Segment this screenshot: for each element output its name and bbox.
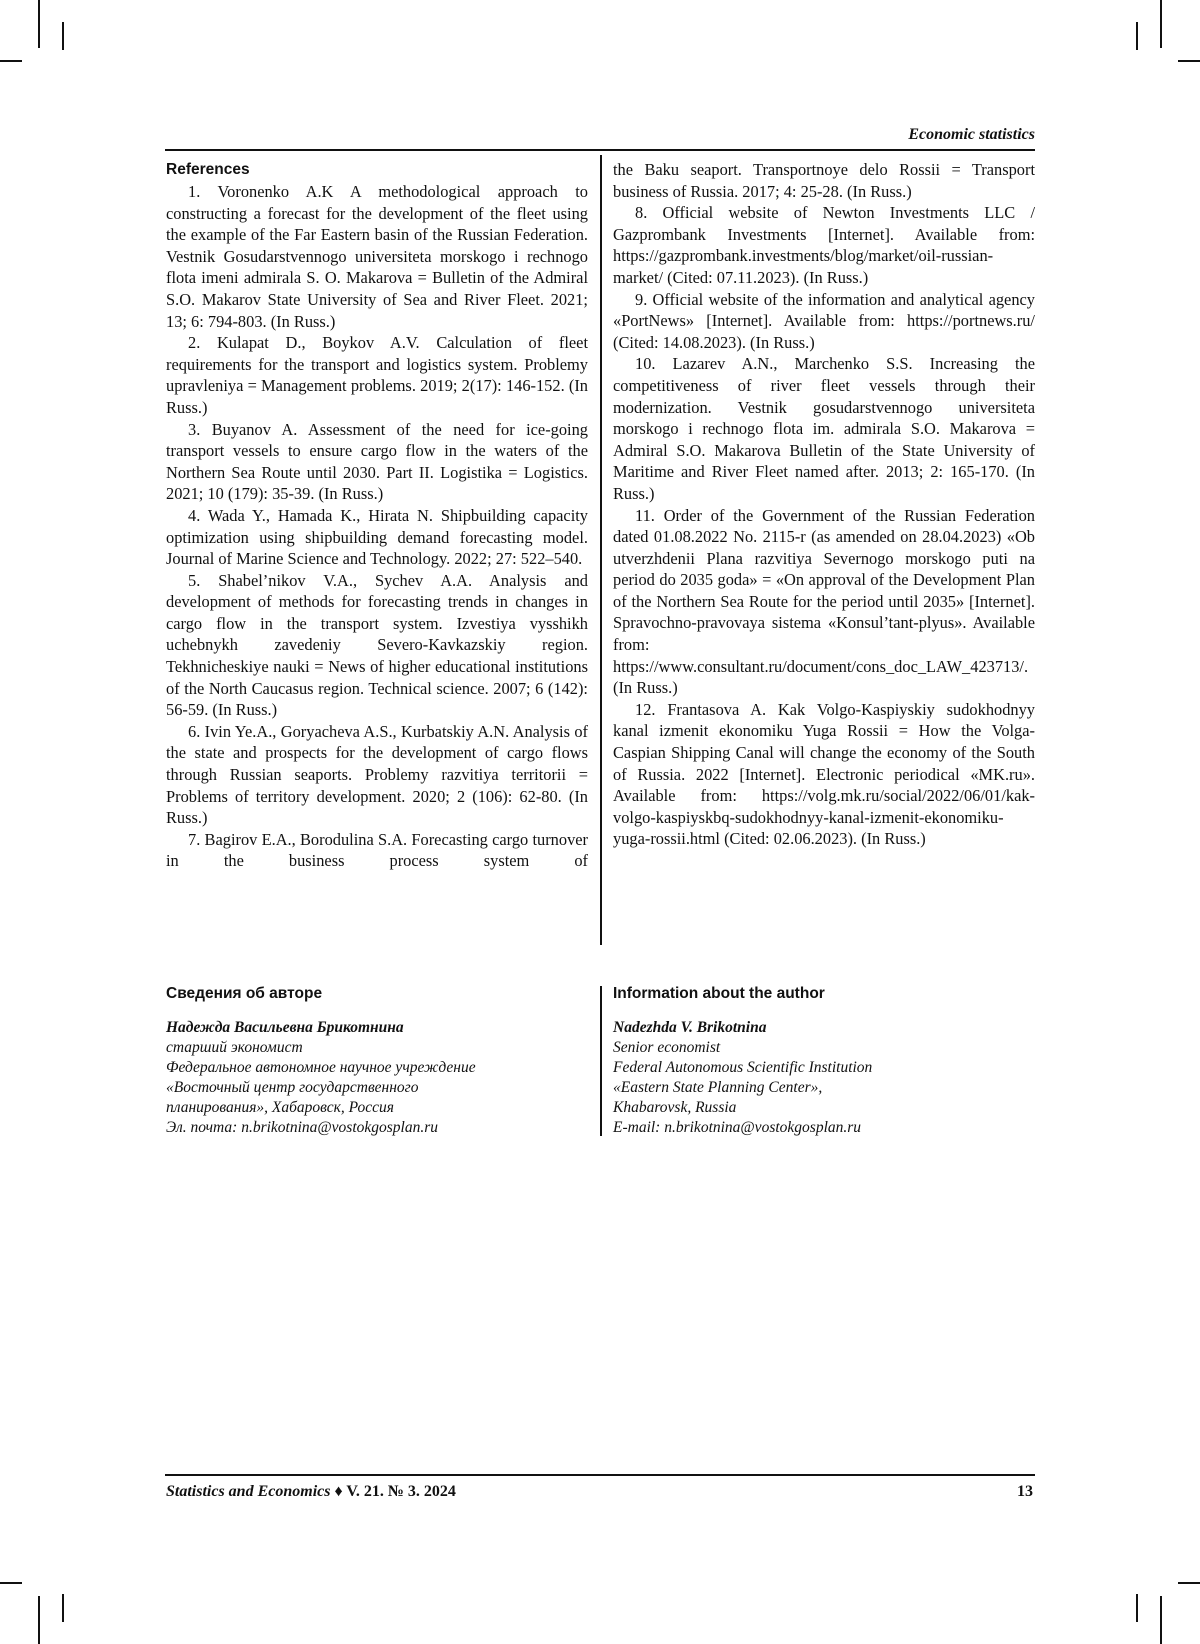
author-position: старший экономист <box>166 1039 303 1056</box>
column-separator <box>600 155 602 945</box>
crop-mark <box>0 1582 22 1584</box>
author-email: E-mail: n.brikotnina@vostokgosplan.ru <box>613 1119 862 1136</box>
references-right-column <box>613 159 1035 850</box>
issue-info: V. 21. № 3. 2024 <box>346 1483 456 1500</box>
reference-item: 6. Ivin Ye.A., Goryacheva A.S., Kurbatskiy A.N. Analysis of the state and prospects for the development of cargo flows through Russian seaports. Problemy razvitiya territorii = Problems of territory development. 2020; 2 (106): 62-80. (In Russ.) <box>166 721 588 828</box>
footer-journal-info <box>166 1483 456 1501</box>
header-rule <box>165 149 1035 151</box>
running-head: Economic statistics <box>908 126 1035 143</box>
crop-mark <box>62 22 64 50</box>
author-email: Эл. почта: n.brikotnina@vostokgosplan.ru <box>166 1119 439 1136</box>
reference-item: 2. Kulapat D., Boykov A.V. Calculation of fleet requirements for the transport and logistics system. Problemy upravleniya = Management problems. 2019; 2(17): 146-152. (In Russ.) <box>166 333 588 417</box>
author-organization: планирования», Хабаровск, Россия <box>166 1099 394 1116</box>
author-heading: Information about the author <box>613 985 825 1002</box>
diamond-icon: ♦ <box>334 1483 343 1500</box>
reference-item: 12. Frantasova A. Kak Volgo-Kaspiyskiy sudokhodnyy kanal izmenit ekonomiku Yuga Rossii = How the Volga-Caspian Shipping Canal will change the economy of the South of Russia. 2022 [Internet]. Electronic periodical «MK.ru». Available from: https://volg.mk.ru/social/2022/06/01/kak-volgo-kaspiyskbq-sudokhodnyy-kanal-izmenit-ekonomiku-yuga-rossii.html (Cited: 02.06.2023). (In Russ.) <box>613 699 1035 849</box>
reference-item: 3. Buyanov A. Assessment of the need for ice-going transport vessels to ensure cargo flow in the waters of the Northern Sea Route until 2030. Part II. Logistika = Logistics. 2021; 10 (179): 35-39. (In Russ.) <box>166 419 588 504</box>
reference-item: 5. Shabel’nikov V.A., Sychev A.A. Analysis and development of methods for forecasting trends in changes in cargo flow in the transport system. Izvestiya vysshikh uchebnykh zavedeniy Severo-Kavkazskiy region. Tekhnicheskiye nauki = News of higher educational institutions of the North Caucasus region. Technical science. 2007; 6 (142): 56-59. (In Russ.) <box>166 570 588 720</box>
author-organization: Khabarovsk, Russia <box>613 1099 737 1116</box>
crop-mark <box>1178 60 1200 62</box>
author-organization: «Eastern State Planning Center», <box>613 1079 823 1096</box>
reference-item: 9. Official website of the information and analytical agency «PortNews» [Internet]. Available from: https://portnews.ru/ (Cited: 14.08.2023). (In Russ.) <box>613 289 1035 352</box>
author-organization: «Восточный центр государственного <box>166 1079 419 1096</box>
journal-name: Statistics and Economics <box>166 1483 331 1500</box>
author-name: Nadezhda V. Brikotnina <box>613 1019 767 1036</box>
author-heading: Сведения об авторе <box>166 985 323 1002</box>
reference-item: 4. Wada Y., Hamada K., Hirata N. Shipbuilding capacity optimization using shipbuilding demand forecasting model. Journal of Marine Science and Technology. 2022; 27: 522–540. <box>166 505 588 569</box>
author-name: Надежда Васильевна Брикотнина <box>166 1019 404 1036</box>
page-number: 13 <box>1017 1483 1033 1500</box>
crop-mark <box>1136 1594 1138 1622</box>
author-organization: Federal Autonomous Scientific Institution <box>613 1059 873 1076</box>
author-organization: Федеральное автономное научное учреждение <box>166 1059 476 1076</box>
reference-item: 8. Official website of Newton Investments LLC / Gazprombank Investments [Internet]. Available from: https://gazprombank.investments/blog/market/oil-russian-market/ (Cited: 07.11.2023). (In Russ.) <box>613 203 1035 287</box>
reference-continuation: the Baku seaport. Transportnoye delo Rossii = Transport business of Russia. 2017; 4: 25-28. (In Russ.) <box>613 160 1035 201</box>
references-heading: References <box>166 161 250 178</box>
author-position: Senior economist <box>613 1039 721 1056</box>
crop-mark <box>38 0 40 48</box>
reference-item: 7. Bagirov E.A., Borodulina S.A. Forecasting cargo turnover in the business process system of <box>166 829 588 871</box>
crop-mark <box>0 60 22 62</box>
crop-mark <box>1160 1596 1162 1644</box>
reference-item: 11. Order of the Government of the Russian Federation dated 01.08.2022 No. 2115-r (as amended on 28.04.2023) «Ob utverzhdenii Plana razvitiya Severnogo morskogo puti na period do 2035 goda» = «On approval of the Development Plan of the Northern Sea Route for the period until 2035» [Internet]. Spravochno-pravovaya sistema «Konsul’tant-plyus». Available from: https://www.consultant.ru/document/cons_doc_LAW_423713/. (In Russ.) <box>613 505 1035 698</box>
author-column-separator <box>600 986 602 1136</box>
crop-mark <box>62 1594 64 1622</box>
footer-rule <box>165 1474 1035 1476</box>
reference-item: 10. Lazarev A.N., Marchenko S.S. Increasing the competitiveness of river fleet vessels through their modernization. Vestnik gosudarstvennogo universiteta morskogo i rechnogo flota im. admirala S.O. Makarova = Admiral S.O. Makarova Bulletin of the State University of Maritime and River Fleet named after. 2013; 2: 165-170. (In Russ.) <box>613 354 1035 503</box>
reference-item: 1. Voronenko A.K A methodological approach to constructing a forecast for the development of the fleet using the example of the Far Eastern basin of the Russian Federation. Vestnik Gosudarstvennogo universiteta morskogo i rechnogo flota imeni admirala S. O. Makarova = Bulletin of the Admiral S.O. Makarov State University of Sea and River Fleet. 2021; 13; 6: 794-803. (In Russ.) <box>166 182 588 331</box>
crop-mark <box>1160 0 1162 48</box>
crop-mark <box>1136 22 1138 50</box>
crop-mark <box>1178 1582 1200 1584</box>
references-left-column <box>166 159 588 872</box>
crop-mark <box>38 1596 40 1644</box>
author-info-russian <box>166 984 596 1138</box>
author-info-english <box>613 984 1043 1138</box>
